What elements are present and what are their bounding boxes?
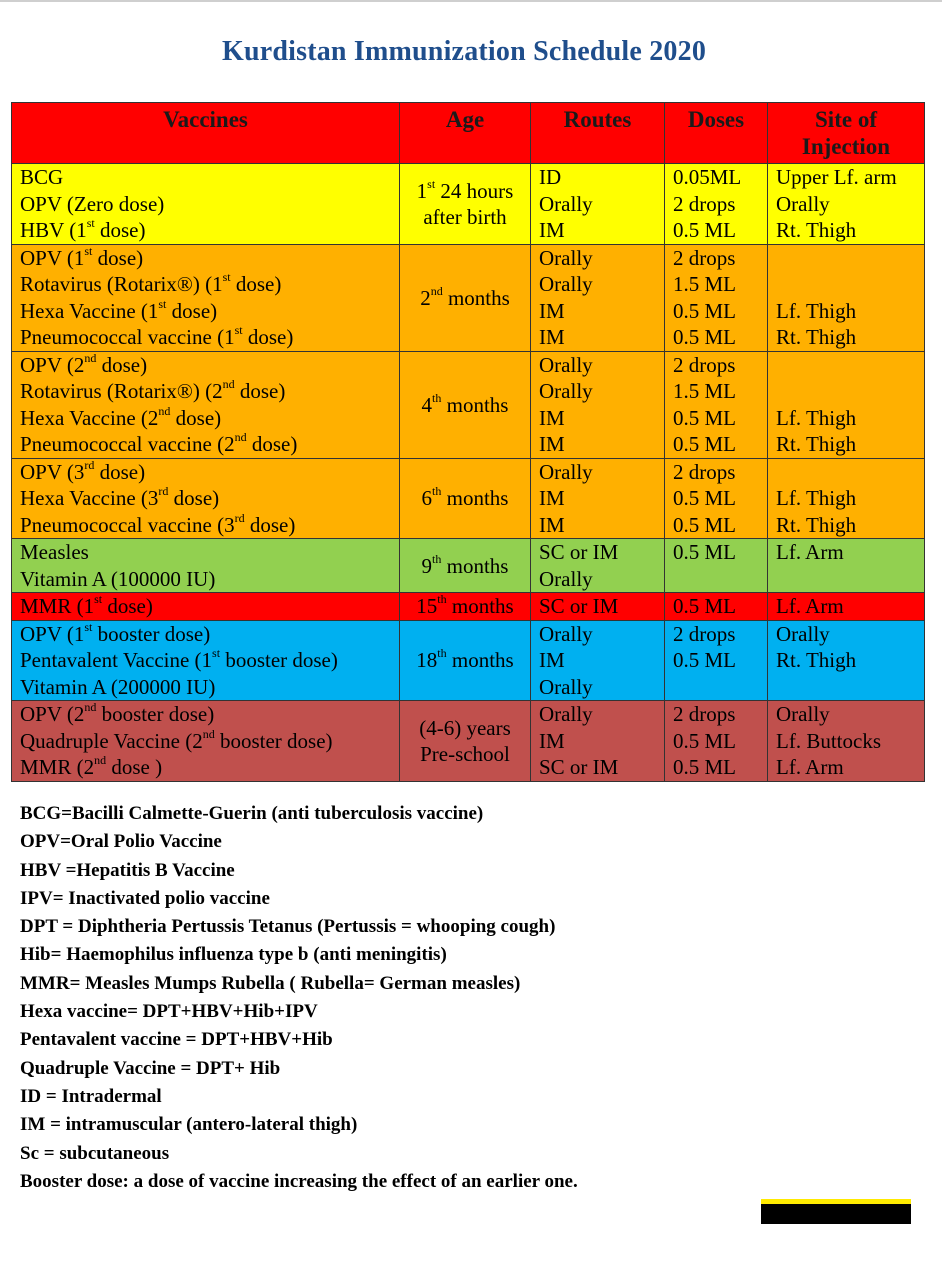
ordinal-suffix: nd <box>158 403 171 418</box>
site-value <box>776 245 924 272</box>
vaccines-cell <box>12 539 400 593</box>
vaccines-cell <box>12 244 400 351</box>
vaccines-cell <box>12 620 400 701</box>
vaccine-name-text: HBV (1 <box>20 218 87 242</box>
age-line <box>402 741 528 767</box>
vaccine-name-text: booster dose) <box>96 702 215 726</box>
age-text: after birth <box>423 204 507 229</box>
age-line <box>402 485 528 511</box>
ordinal-suffix: rd <box>234 510 245 525</box>
age-cell <box>400 593 531 621</box>
route-value: IM <box>539 298 565 323</box>
vaccine-name <box>20 674 399 701</box>
vaccine-name-text: dose) <box>168 486 220 510</box>
vaccine-name <box>20 405 399 432</box>
ordinal-suffix: th <box>437 646 447 661</box>
age-line <box>402 285 528 311</box>
dose-value: 1.5 ML <box>673 379 736 403</box>
schedule-group-row <box>12 244 925 351</box>
dose-value: 0.5 ML <box>673 218 736 242</box>
route-value: Orally <box>539 191 593 216</box>
legend-item: BCG=Bacilli Calmette-Guerin (anti tuberculosis vaccine) <box>20 803 484 824</box>
ordinal-suffix: st <box>427 176 436 191</box>
site-value <box>776 271 924 298</box>
site-value: Rt. Thigh <box>776 325 857 349</box>
vaccine-name <box>20 431 399 458</box>
vaccine-name <box>20 754 399 781</box>
age-text: months <box>441 392 509 417</box>
dose-value: 2 drops <box>673 621 736 646</box>
age-cell <box>400 539 531 593</box>
legend-item: OPV=Oral Polio Vaccine <box>20 831 222 853</box>
routes-cell <box>531 351 665 458</box>
header-row <box>12 103 925 164</box>
age-cell <box>400 701 531 782</box>
routes-cell <box>531 164 665 245</box>
route-value: IM <box>539 486 565 510</box>
dose-value: 2 drops <box>673 459 736 484</box>
dose-value: 0.5 ML <box>673 728 736 753</box>
vaccine-name <box>20 459 399 486</box>
age-text: Pre-school <box>420 741 510 766</box>
site-value: Lf. Arm <box>776 594 844 618</box>
legend-item: Quadruple Vaccine = DPT+ Hib <box>20 1057 281 1079</box>
legend-item: ID = Intradermal <box>20 1085 162 1107</box>
dose-value: 2 drops <box>673 702 736 726</box>
doses-cell <box>665 593 768 621</box>
ordinal-suffix: rd <box>84 458 95 472</box>
doses-cell <box>665 164 768 245</box>
vaccine-name-text: dose) <box>96 352 148 377</box>
ordinal-suffix: th <box>432 551 442 566</box>
route-value: Orally <box>539 352 593 377</box>
age-text: 6 <box>421 486 433 511</box>
route-value: IM <box>539 648 565 672</box>
ordinal-suffix: st <box>234 323 243 337</box>
age-line <box>402 392 528 418</box>
ordinal-suffix: st <box>212 646 221 660</box>
ordinal-suffix: st <box>222 270 231 284</box>
vaccine-name-text: OPV (2 <box>20 352 85 377</box>
site-value: Rt. Thigh <box>776 512 857 537</box>
route-value: Orally <box>539 702 593 726</box>
age-line <box>402 715 528 741</box>
header-site-line1: Site of <box>815 107 877 132</box>
site-value: Upper Lf. arm <box>776 165 897 189</box>
age-text: months <box>446 648 514 673</box>
site-value: Lf. Thigh <box>776 298 857 323</box>
site-cell <box>768 458 925 539</box>
routes-cell <box>531 539 665 593</box>
doses-cell <box>665 351 768 458</box>
legend-item: DPT = Diphtheria Pertussis Tetanus (Pertussis = whooping cough) <box>20 916 556 938</box>
route-value: IM <box>539 432 565 456</box>
vaccine-name-text: Vitamin A (100000 IU) <box>20 566 216 591</box>
ordinal-suffix: st <box>158 296 167 311</box>
route-value: Orally <box>539 272 593 296</box>
vaccine-name-text: Hexa Vaccine (1 <box>20 298 159 323</box>
vaccine-name-text: dose) <box>230 272 282 296</box>
site-value: Lf. Arm <box>776 755 844 779</box>
route-value: Orally <box>539 459 593 484</box>
dose-value <box>673 674 767 701</box>
age-text: 15 <box>416 594 438 619</box>
immunization-table <box>11 102 925 782</box>
route-value: SC or IM <box>539 594 619 618</box>
route-value: SC or IM <box>539 755 619 779</box>
ordinal-suffix: th <box>432 390 442 405</box>
vaccine-name-text: booster dose) <box>92 621 211 646</box>
vaccine-name-text: Hexa Vaccine (2 <box>20 405 159 430</box>
route-value: IM <box>539 405 565 430</box>
site-value: Orally <box>776 621 830 646</box>
vaccine-name <box>20 728 399 755</box>
vaccine-name-text: MMR (1 <box>20 594 95 618</box>
vaccine-name-text: OPV (1 <box>20 245 85 270</box>
age-line <box>402 647 528 673</box>
vaccine-name <box>20 324 399 351</box>
ordinal-suffix: nd <box>84 700 97 714</box>
vaccine-name-text: dose) <box>94 459 146 484</box>
vaccine-name <box>20 621 399 648</box>
vaccine-name-text: Vitamin A (200000 IU) <box>20 674 216 699</box>
site-cell <box>768 620 925 701</box>
header-vaccines: Vaccines <box>12 103 400 164</box>
dose-value: 0.05ML <box>673 165 742 189</box>
dose-value: 0.5 ML <box>673 486 736 510</box>
schedule-group-row <box>12 539 925 593</box>
vaccine-name-text: MMR (2 <box>20 755 95 779</box>
legend-item: MMR= Measles Mumps Rubella ( Rubella= German measles) <box>20 972 521 994</box>
vaccine-name-text: OPV (1 <box>20 621 85 646</box>
vaccine-name-text: booster dose) <box>220 648 338 672</box>
route-value: Orally <box>539 674 593 699</box>
site-value: Lf. Thigh <box>776 486 857 510</box>
dose-value: 0.5 ML <box>673 594 736 618</box>
site-value: Rt. Thigh <box>776 432 857 456</box>
age-cell <box>400 164 531 245</box>
ordinal-suffix: nd <box>234 430 247 444</box>
ordinal-suffix: nd <box>202 726 215 741</box>
legend-item: Pentavalent vaccine = DPT+HBV+Hib <box>20 1029 333 1051</box>
vaccine-name-text: dose) <box>234 379 286 403</box>
ordinal-suffix: rd <box>158 484 169 498</box>
age-line <box>402 553 528 579</box>
site-value <box>776 378 924 405</box>
vaccine-name-text: BCG <box>20 165 64 189</box>
vaccine-name <box>20 378 399 405</box>
vaccine-name-text: dose ) <box>106 755 163 779</box>
vaccine-name-text: Pentavalent Vaccine (1 <box>20 648 213 672</box>
age-text: months <box>442 285 510 310</box>
dose-value: 0.5 ML <box>673 405 736 430</box>
legend-item: Hib= Haemophilus influenza type b (anti meningitis) <box>20 944 447 966</box>
routes-cell <box>531 244 665 351</box>
route-value: IM <box>539 512 565 537</box>
ordinal-suffix: st <box>84 244 93 258</box>
age-text: (4-6) years <box>419 715 511 740</box>
site-cell <box>768 164 925 245</box>
vaccine-name-text: dose) <box>170 405 222 430</box>
age-text: 1 <box>416 178 428 203</box>
route-value: Orally <box>539 379 593 403</box>
header-routes: Routes <box>531 103 665 164</box>
route-value: ID <box>539 165 562 189</box>
vaccine-name-text: Rotavirus (Rotarix®) (2 <box>20 379 223 403</box>
ordinal-suffix: th <box>437 592 447 607</box>
routes-cell <box>531 458 665 539</box>
site-value: Lf. Buttocks <box>776 728 881 753</box>
site-cell <box>768 701 925 782</box>
site-value <box>776 459 924 486</box>
dose-value <box>673 566 767 593</box>
site-value <box>776 566 924 593</box>
vaccine-name <box>20 217 399 244</box>
vaccine-name-text: dose) <box>166 298 218 323</box>
vaccine-name <box>20 539 399 566</box>
dose-value: 0.5 ML <box>673 432 736 456</box>
header-site <box>768 103 925 164</box>
site-value: Orally <box>776 191 830 216</box>
site-value: Lf. Thigh <box>776 405 857 430</box>
schedule-group-row <box>12 164 925 245</box>
vaccine-name-text: Rotavirus (Rotarix®) (1 <box>20 272 223 296</box>
dose-value: 2 drops <box>673 245 736 270</box>
vaccine-name-text: dose) <box>246 432 298 456</box>
routes-cell <box>531 701 665 782</box>
doses-cell <box>665 701 768 782</box>
vaccine-name-text: OPV (Zero dose) <box>20 191 165 216</box>
vaccine-name <box>20 485 399 512</box>
vaccine-name <box>20 245 399 272</box>
vaccine-name <box>20 566 399 593</box>
vaccine-name-text: dose) <box>94 218 146 242</box>
site-value: Orally <box>776 702 830 726</box>
doses-cell <box>665 458 768 539</box>
vaccine-name-text: Pneumococcal vaccine (2 <box>20 432 235 456</box>
doses-cell <box>665 620 768 701</box>
vaccine-name <box>20 191 399 218</box>
dose-value: 0.5 ML <box>673 512 736 537</box>
dose-value: 2 drops <box>673 352 736 377</box>
dose-value: 0.5 ML <box>673 325 736 349</box>
vaccine-name-text: dose) <box>102 594 153 618</box>
ordinal-suffix: nd <box>84 351 97 365</box>
site-value: Rt. Thigh <box>776 218 857 242</box>
dose-value: 0.5 ML <box>673 540 736 564</box>
vaccine-name-text: dose) <box>242 325 294 349</box>
vaccines-cell <box>12 593 400 621</box>
vaccine-name-text: OPV (2 <box>20 702 85 726</box>
routes-cell <box>531 593 665 621</box>
age-text: 4 <box>421 392 433 417</box>
routes-cell <box>531 620 665 701</box>
site-cell <box>768 351 925 458</box>
abbreviation-legend <box>20 800 920 1196</box>
age-text: months <box>446 594 514 619</box>
route-value: IM <box>539 728 565 753</box>
vaccine-name-text: dose) <box>244 512 296 537</box>
dose-value: 0.5 ML <box>673 648 736 672</box>
age-line <box>402 204 528 230</box>
age-cell <box>400 458 531 539</box>
decorative-bar-black <box>761 1204 911 1224</box>
vaccine-name <box>20 647 399 674</box>
site-cell <box>768 244 925 351</box>
route-value: Orally <box>539 621 593 646</box>
header-site-line2: Injection <box>801 133 891 159</box>
site-value <box>776 674 924 701</box>
vaccine-name-text: Pneumococcal vaccine (3 <box>20 512 235 537</box>
ordinal-suffix: th <box>432 484 442 499</box>
vaccine-name <box>20 164 399 191</box>
age-text: 2 <box>420 285 431 310</box>
ordinal-suffix: nd <box>430 283 443 298</box>
vaccine-name <box>20 352 399 379</box>
vaccine-name-text: Pneumococcal vaccine (1 <box>20 325 235 349</box>
vaccines-cell <box>12 701 400 782</box>
vaccine-name-text: Measles <box>20 540 89 564</box>
site-cell <box>768 539 925 593</box>
route-value: IM <box>539 325 565 349</box>
ordinal-suffix: nd <box>94 753 107 767</box>
dose-value: 1.5 ML <box>673 272 736 296</box>
schedule-group-row <box>12 620 925 701</box>
age-cell <box>400 244 531 351</box>
route-value: Orally <box>539 566 593 591</box>
age-text: months <box>441 553 509 578</box>
schedule-group-row <box>12 701 925 782</box>
age-text: 9 <box>421 553 433 578</box>
age-text: 24 hours <box>435 178 514 203</box>
schedule-group-row <box>12 458 925 539</box>
vaccine-name-text: Quadruple Vaccine (2 <box>20 728 203 753</box>
vaccine-name <box>20 271 399 298</box>
dose-value: 0.5 ML <box>673 298 736 323</box>
vaccine-name-text: OPV (3 <box>20 459 85 484</box>
ordinal-suffix: nd <box>222 377 235 391</box>
ordinal-suffix: st <box>94 592 103 606</box>
legend-item: IPV= Inactivated polio vaccine <box>20 887 270 909</box>
age-line <box>402 178 528 204</box>
doses-cell <box>665 244 768 351</box>
vaccine-name-text: Hexa Vaccine (3 <box>20 486 159 510</box>
ordinal-suffix: st <box>86 216 95 230</box>
vaccine-name-text: dose) <box>92 245 144 270</box>
dose-value: 0.5 ML <box>673 755 736 779</box>
header-doses: Doses <box>665 103 768 164</box>
doses-cell <box>665 539 768 593</box>
dose-value: 2 drops <box>673 191 736 216</box>
age-text: 18 <box>416 648 438 673</box>
site-value <box>776 352 924 379</box>
legend-item: HBV =Hepatitis B Vaccine <box>20 859 235 881</box>
legend-item: Hexa vaccine= DPT+HBV+Hib+IPV <box>20 1001 318 1023</box>
ordinal-suffix: st <box>84 620 93 634</box>
site-value: Lf. Arm <box>776 540 844 564</box>
legend-item: IM = intramuscular (antero-lateral thigh) <box>20 1114 358 1136</box>
vaccine-name <box>20 512 399 539</box>
site-value: Rt. Thigh <box>776 648 857 672</box>
vaccines-cell <box>12 458 400 539</box>
legend-item: Booster dose: a dose of vaccine increasing the effect of an earlier one. <box>20 1170 578 1192</box>
vaccine-name <box>20 593 399 620</box>
route-value: SC or IM <box>539 540 619 564</box>
route-value: Orally <box>539 245 593 270</box>
route-value: IM <box>539 218 565 242</box>
site-cell <box>768 593 925 621</box>
vaccines-cell <box>12 164 400 245</box>
schedule-group-row <box>12 593 925 621</box>
age-cell <box>400 620 531 701</box>
age-line <box>402 593 528 619</box>
legend-item: Sc = subcutaneous <box>20 1142 170 1164</box>
vaccine-name <box>20 298 399 325</box>
top-border <box>0 0 942 2</box>
vaccines-cell <box>12 351 400 458</box>
header-age: Age <box>400 103 531 164</box>
schedule-group-row <box>12 351 925 458</box>
age-cell <box>400 351 531 458</box>
page-title: Kurdistan Immunization Schedule 2020 <box>221 36 707 67</box>
vaccine-name <box>20 701 399 728</box>
vaccine-name-text: booster dose) <box>214 728 333 753</box>
age-text: months <box>441 486 509 511</box>
